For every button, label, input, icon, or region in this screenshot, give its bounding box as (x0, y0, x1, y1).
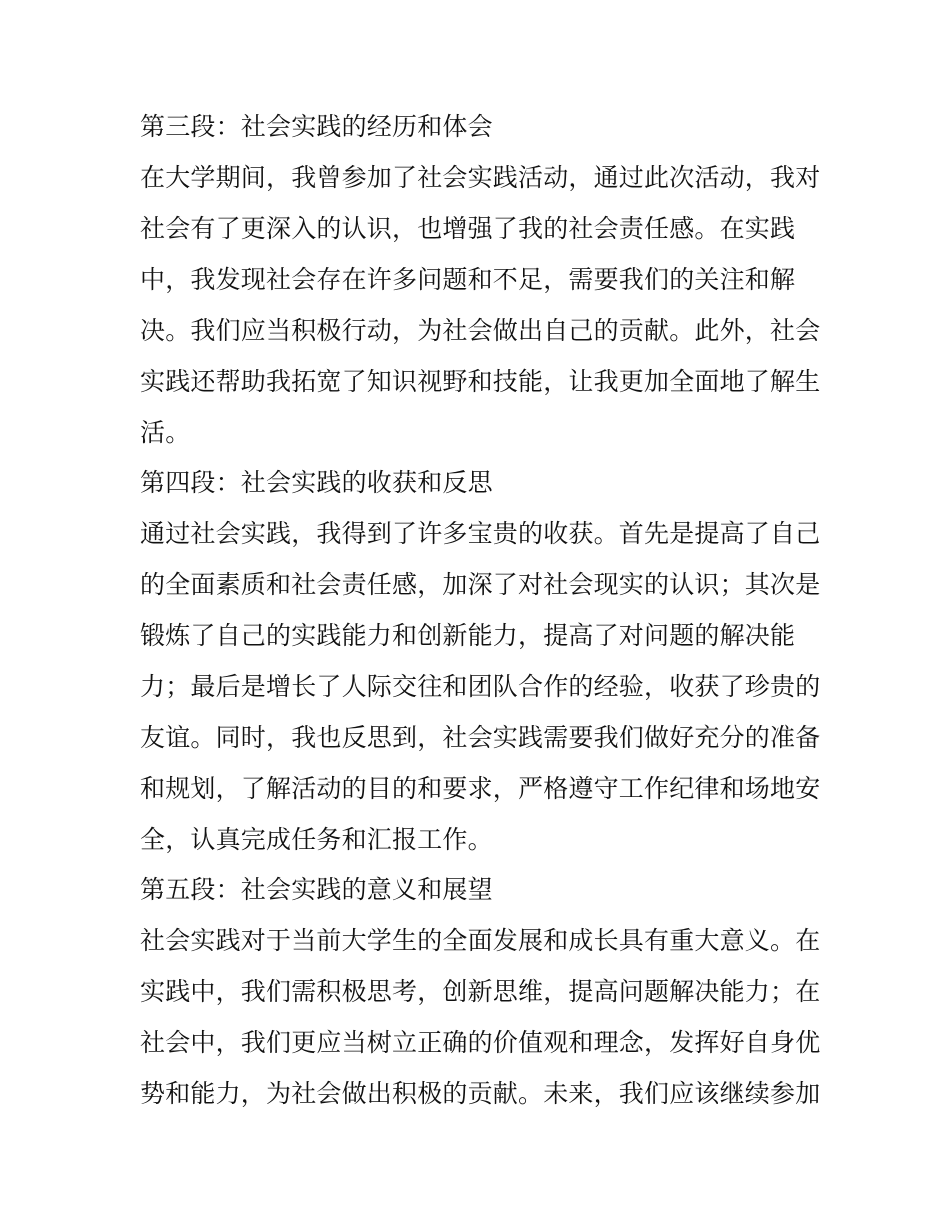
paragraph-line: 的全面素质和社会责任感，加深了对社会现实的认识；其次是 (140, 570, 821, 599)
paragraph-line: 锻炼了自己的实践能力和创新能力，提高了对问题的解决能 (140, 621, 796, 650)
paragraph-line: 实践中，我们需积极思考，创新思维，提高问题解决能力；在 (140, 977, 821, 1006)
paragraph-line: 中，我发现社会存在许多问题和不足，需要我们的关注和解 (140, 265, 796, 294)
paragraph-line: 社会中，我们更应当树立正确的价值观和理念，发挥好自身优 (140, 1028, 821, 1057)
paragraph-line: 社会有了更深入的认识，也增强了我的社会责任感。在实践 (140, 214, 796, 243)
section-heading-3: 第三段：社会实践的经历和体会 (140, 112, 493, 141)
paragraph-line: 活。 (140, 418, 191, 447)
paragraph-line: 社会实践对于当前大学生的全面发展和成长具有重大意义。在 (140, 926, 821, 955)
paragraph-line: 通过社会实践，我得到了许多宝贵的收获。首先是提高了自己 (140, 519, 821, 548)
paragraph-line: 决。我们应当积极行动，为社会做出自己的贡献。此外，社会 (140, 316, 821, 345)
paragraph-line: 在大学期间，我曾参加了社会实践活动，通过此次活动，我对 (140, 163, 821, 192)
paragraph-line: 力；最后是增长了人际交往和团队合作的经验，收获了珍贵的 (140, 672, 821, 701)
paragraph-line: 全，认真完成任务和汇报工作。 (140, 825, 493, 854)
paragraph-line: 实践还帮助我拓宽了知识视野和技能，让我更加全面地了解生 (140, 367, 821, 396)
paragraph-line: 和规划，了解活动的目的和要求，严格遵守工作纪律和场地安 (140, 774, 821, 803)
paragraph-line: 势和能力，为社会做出积极的贡献。未来，我们应该继续参加 (140, 1079, 821, 1108)
section-heading-4: 第四段：社会实践的收获和反思 (140, 468, 493, 497)
section-heading-5: 第五段：社会实践的意义和展望 (140, 875, 493, 904)
paragraph-line: 友谊。同时，我也反思到，社会实践需要我们做好充分的准备 (140, 723, 821, 752)
